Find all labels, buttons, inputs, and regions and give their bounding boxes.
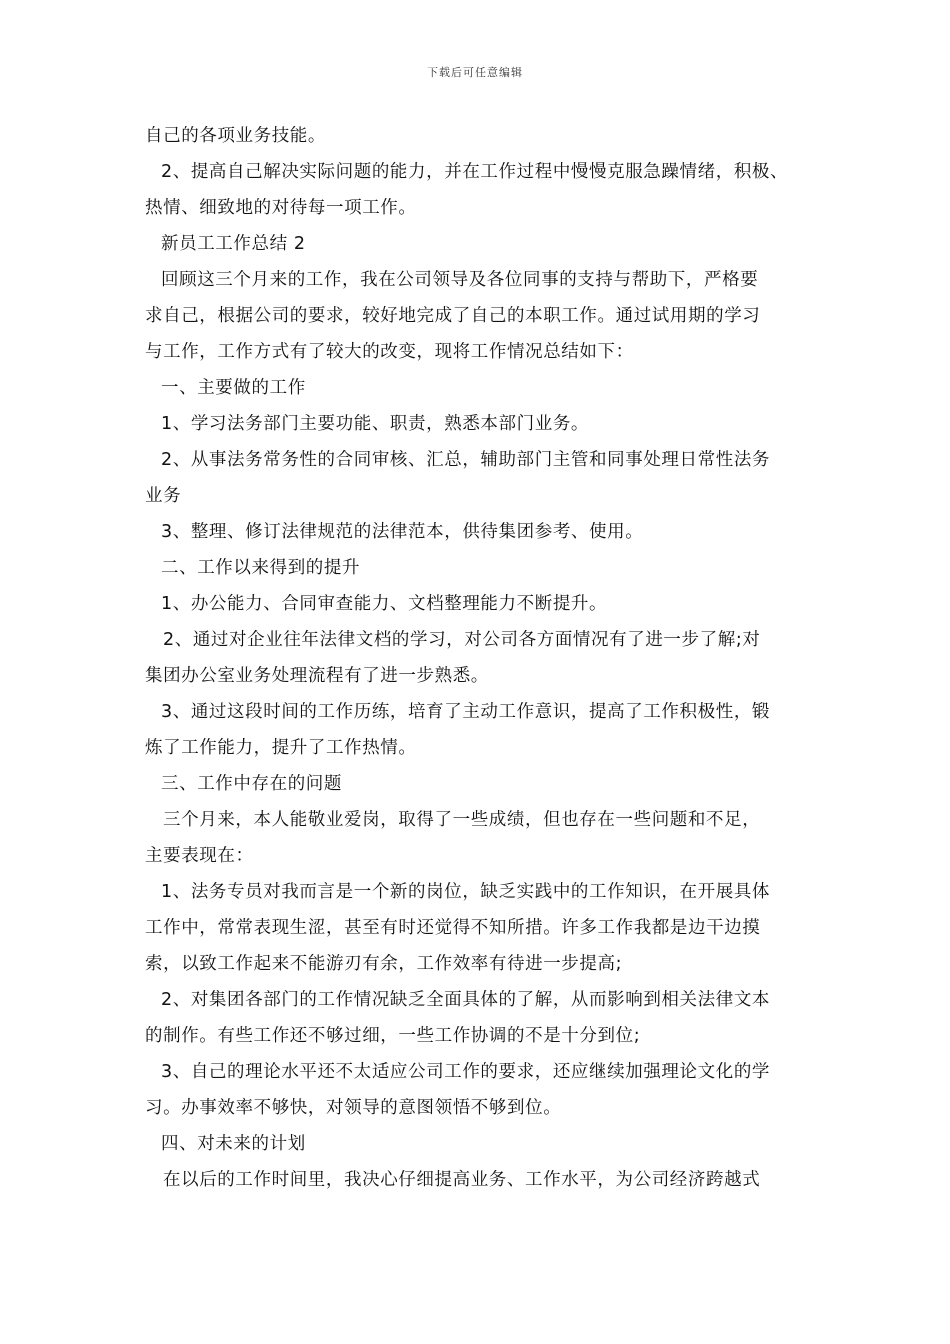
paragraph-line: 索，以致工作起来不能游刃有余，工作效率有待进一步提高; <box>145 954 623 974</box>
paragraph-line: 1、学习法务部门主要功能、职责，熟悉本部门业务。 <box>161 414 590 434</box>
paragraph-line: 求自己，根据公司的要求，较好地完成了自己的本职工作。通过试用期的学习 <box>145 306 761 326</box>
paragraph-line: 2、通过对企业往年法律文档的学习，对公司各方面情况有了进一步了解;对 <box>163 630 761 650</box>
paragraph-line: 热情、细致地的对待每一项工作。 <box>145 198 417 218</box>
section-heading: 四、对未来的计划 <box>161 1134 306 1154</box>
paragraph-line: 2、提高自己解决实际问题的能力，并在工作过程中慢慢克服急躁情绪，积极、 <box>161 162 789 182</box>
paragraph-line: 自己的各项业务技能。 <box>145 126 326 146</box>
paragraph-line: 炼了工作能力，提升了工作热情。 <box>145 738 417 758</box>
section-heading: 新员工工作总结 2 <box>161 234 306 254</box>
paragraph-line: 3、自己的理论水平还不太适应公司工作的要求，还应继续加强理论文化的学 <box>161 1062 771 1082</box>
section-heading: 三、工作中存在的问题 <box>161 774 342 794</box>
paragraph-line: 的制作。有些工作还不够过细，一些工作协调的不是十分到位; <box>145 1026 641 1046</box>
paragraph-line: 1、办公能力、合同审查能力、文档整理能力不断提升。 <box>161 594 608 614</box>
paragraph-line: 三个月来，本人能敬业爱岗，取得了一些成绩，但也存在一些问题和不足， <box>163 810 761 830</box>
paragraph-line: 2、从事法务常务性的合同审核、汇总，辅助部门主管和同事处理日常性法务 <box>161 450 771 470</box>
paragraph-line: 回顾这三个月来的工作，我在公司领导及各位同事的支持与帮助下，严格要 <box>161 270 759 290</box>
paragraph-line: 2、对集团各部门的工作情况缺乏全面具体的了解，从而影响到相关法律文本 <box>161 990 771 1010</box>
section-heading: 二、工作以来得到的提升 <box>161 558 361 578</box>
paragraph-line: 习。办事效率不够快，对领导的意图领悟不够到位。 <box>145 1098 562 1118</box>
page-header-note: 下载后可任意编辑 <box>427 66 523 79</box>
section-heading: 一、主要做的工作 <box>161 378 306 398</box>
paragraph-line: 3、整理、修订法律规范的法律范本，供待集团参考、使用。 <box>161 522 644 542</box>
document-body <box>145 118 825 1198</box>
paragraph-line: 主要表现在： <box>145 846 254 866</box>
paragraph-line: 在以后的工作时间里，我决心仔细提高业务、工作水平，为公司经济跨越式 <box>163 1170 761 1190</box>
paragraph-line: 工作中，常常表现生涩，甚至有时还觉得不知所措。许多工作我都是边干边摸 <box>145 918 761 938</box>
paragraph-line: 业务 <box>145 486 182 506</box>
paragraph-line: 集团办公室业务处理流程有了进一步熟悉。 <box>145 666 489 686</box>
paragraph-line: 1、法务专员对我而言是一个新的岗位，缺乏实践中的工作知识，在开展具体 <box>161 882 771 902</box>
paragraph-line: 与工作，工作方式有了较大的改变，现将工作情况总结如下： <box>145 342 634 362</box>
paragraph-line: 3、通过这段时间的工作历练，培育了主动工作意识，提高了工作积极性，锻 <box>161 702 771 722</box>
